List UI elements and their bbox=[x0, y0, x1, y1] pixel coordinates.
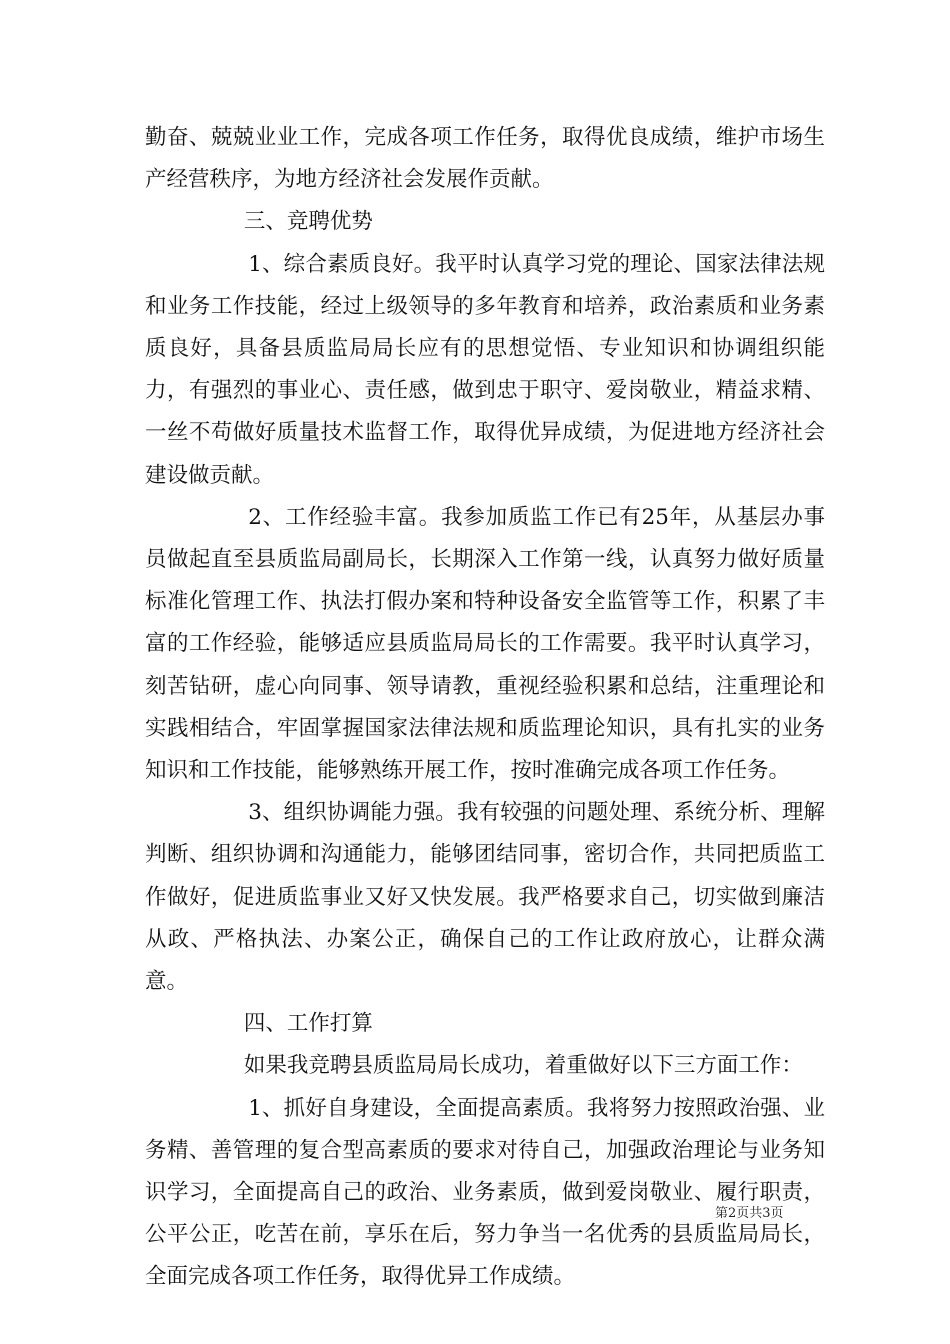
paragraph-advantage-3: 3、组织协调能力强。我有较强的问题处理、系统分析、理解判断、组织协调和沟通能力，能够团结同事，密切合作，共同把质监工作做好，促进质监事业又好又快发展。我严格要求自己，切实做到廉洁从政、严格执法、办案公正，确保自己的工作让政府放心，让群众满意。 bbox=[145, 800, 825, 995]
paragraph-advantage-1: 1、综合素质良好。我平时认真学习党的理论、国家法律法规和业务工作技能，经过上级领导的多年教育和培养，政治素质和业务素质良好，具备县质监局局长应有的思想觉悟、专业知识和协调组织能力，有强烈的事业心、责任感，做到忠于职守、爱岗敬业，精益求精、一丝不苟做好质量技术监督工作，取得优异成绩，为促进地方经济社会建设做贡献。 bbox=[145, 251, 825, 488]
page-number-footer: 第2页共3页 bbox=[715, 1206, 784, 1221]
document-body bbox=[145, 117, 825, 1299]
paragraph-plans-lead: 如果我竞聘县质监局局长成功，着重做好以下三方面工作： bbox=[243, 1053, 803, 1079]
section-heading-plans: 四、工作打算 bbox=[243, 1011, 373, 1037]
paragraph-plan-1: 1、抓好自身建设，全面提高素质。我将努力按照政治强、业务精、善管理的复合型高素质的要求对待自己，加强政治理论与业务知识学习，全面提高自己的政治、业务素质，做到爱岗敬业、履行职责，公平公正，吃苦在前，享乐在后，努力争当一名优秀的县质监局局长，全面完成各项工作任务，取得优异工作成绩。 bbox=[145, 1095, 825, 1290]
section-heading-advantages: 三、竞聘优势 bbox=[243, 209, 373, 235]
paragraph-advantage-2: 2、工作经验丰富。我参加质监工作已有25年，从基层办事员做起直至县质监局副局长，长期深入工作第一线，认真努力做好质量标准化管理工作、执法打假办案和特种设备安全监管等工作，积累了丰富的工作经验，能够适应县质监局局长的工作需要。我平时认真学习，刻苦钻研，虚心向同事、领导请教，重视经验积累和总结，注重理论和实践相结合，牢固掌握国家法律法规和质监理论知识，具有扎实的业务知识和工作技能，能够熟练开展工作，按时准确完成各项工作任务。 bbox=[145, 504, 825, 784]
paragraph-continuation: 勤奋、兢兢业业工作，完成各项工作任务，取得优良成绩，维护市场生产经营秩序，为地方经济社会发展作贡献。 bbox=[145, 125, 825, 193]
